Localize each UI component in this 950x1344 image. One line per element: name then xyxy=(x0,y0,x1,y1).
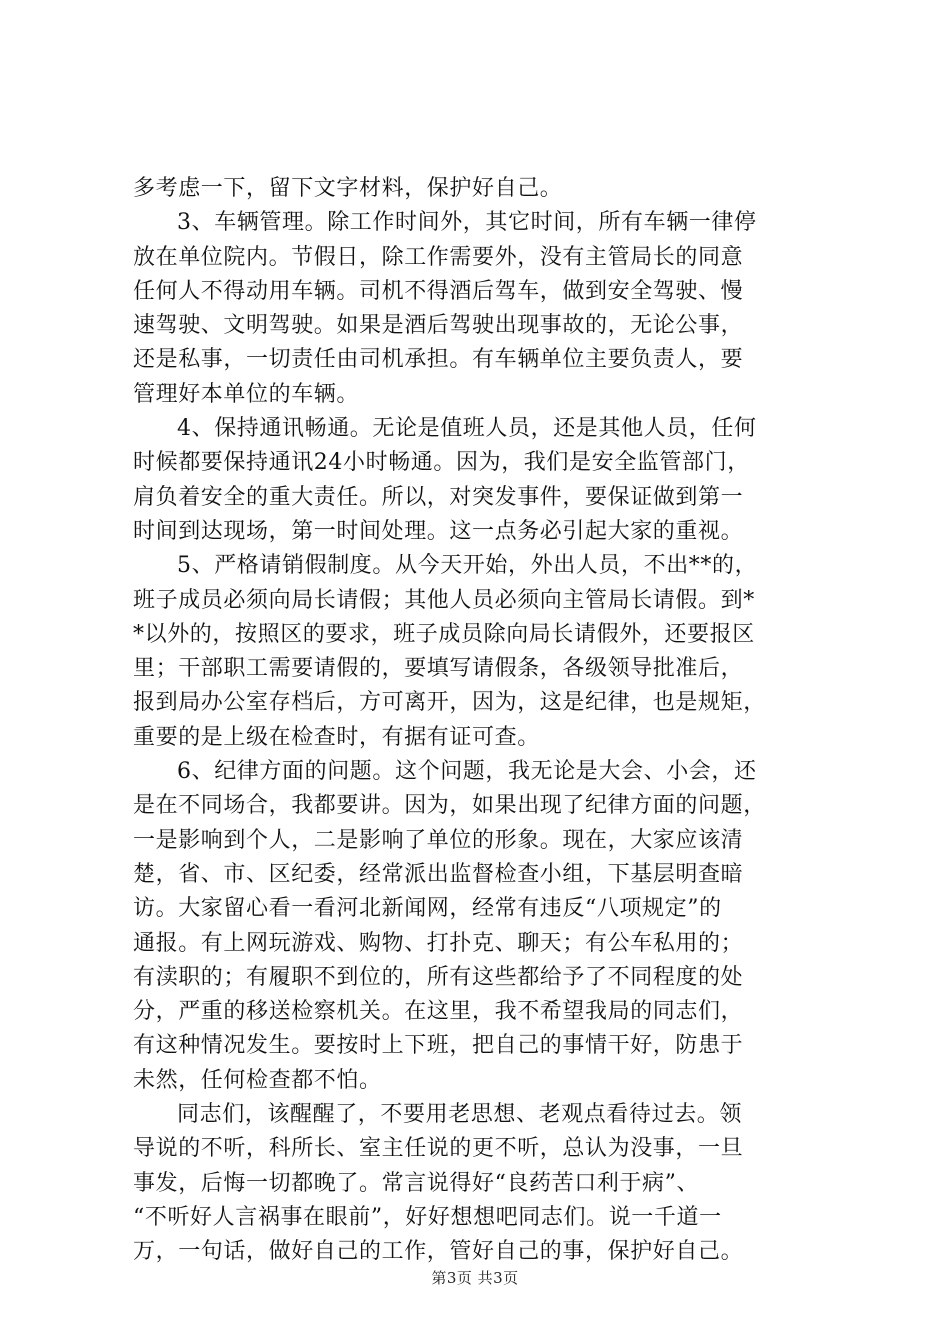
text-line: 管理好本单位的车辆。 xyxy=(133,381,360,407)
text-line: “不听好人言祸事在眼前”，好好想想吧同志们。说一千道一 xyxy=(133,1204,722,1230)
text-line: 导说的不听，科所长、室主任说的更不听，总认为没事，一旦 xyxy=(133,1136,744,1162)
text-line: 报到局办公室存档后，方可离开，因为，这是纪律，也是规矩， xyxy=(133,690,766,716)
text-line: 多考虑一下，留下文字材料，保护好自己。 xyxy=(133,176,563,201)
text-line: 未然，任何检查都不怕。 xyxy=(133,1067,382,1093)
text-line: 有渎职的；有履职不到位的，所有这些都给予了不同程度的处 xyxy=(133,964,744,990)
text-line: 事发，后悔一切都晚了。常言说得好“良药苦口利于病”、 xyxy=(133,1170,700,1196)
text-line: 里；干部职工需要请假的，要填写请假条，各级领导批准后， xyxy=(133,656,744,682)
text-line: 访。大家留心看一看河北新闻网，经常有违反“八项规定”的 xyxy=(133,896,722,922)
text-line: 还是私事，一切责任由司机承担。有车辆单位主要负责人，要 xyxy=(133,347,744,373)
text-line: 任何人不得动用车辆。司机不得酒后驾车，做到安全驾驶、慢 xyxy=(133,278,744,304)
document-body xyxy=(133,172,833,1270)
text-line: 通报。有上网玩游戏、购物、打扑克、聊天；有公车私用的； xyxy=(133,930,744,956)
text-line: 6、纪律方面的问题。这个问题，我无论是大会、小会，还 xyxy=(177,759,757,785)
text-line: 有这种情况发生。要按时上下班，把自己的事情干好，防患于 xyxy=(133,1033,744,1059)
text-line: 重要的是上级在检查时，有据有证可查。 xyxy=(133,724,540,750)
text-line: 时候都要保持通讯24小时畅通。因为，我们是安全监管部门， xyxy=(133,450,750,476)
text-line: 3、车辆管理。除工作时间外，其它时间，所有车辆一律停 xyxy=(177,210,757,236)
text-line: *以外的，按照区的要求，班子成员除向局长请假外，还要报区 xyxy=(133,621,755,647)
text-line: 班子成员必须向局长请假；其他人员必须向主管局长请假。到* xyxy=(133,587,755,613)
text-line: 肩负着安全的重大责任。所以，对突发事件，要保证做到第一 xyxy=(133,484,744,510)
text-line: 是在不同场合，我都要讲。因为，如果出现了纪律方面的问题， xyxy=(133,793,766,819)
text-line: 时间到达现场，第一时间处理。这一点务必引起大家的重视。 xyxy=(133,518,744,544)
page-footer: 第3页 共3页 xyxy=(431,1269,519,1287)
text-line: 5、严格请销假制度。从今天开始，外出人员，不出**的， xyxy=(177,553,758,579)
text-line: 速驾驶、文明驾驶。如果是酒后驾驶出现事故的，无论公事， xyxy=(133,313,744,339)
text-line: 同志们，该醒醒了，不要用老思想、老观点看待过去。领 xyxy=(177,1102,743,1128)
text-line: 放在单位院内。节假日，除工作需要外，没有主管局长的同意 xyxy=(133,244,744,270)
text-line: 4、保持通讯畅通。无论是值班人员，还是其他人员，任何 xyxy=(177,416,757,442)
text-line: 一是影响到个人，二是影响了单位的形象。现在，大家应该清 xyxy=(133,827,744,853)
text-line: 万，一句话，做好自己的工作，管好自己的事，保护好自己。 xyxy=(133,1239,744,1265)
text-line: 分，严重的移送检察机关。在这里，我不希望我局的同志们， xyxy=(133,999,744,1025)
text-line: 楚，省、市、区纪委，经常派出监督检查小组，下基层明查暗 xyxy=(133,861,744,887)
